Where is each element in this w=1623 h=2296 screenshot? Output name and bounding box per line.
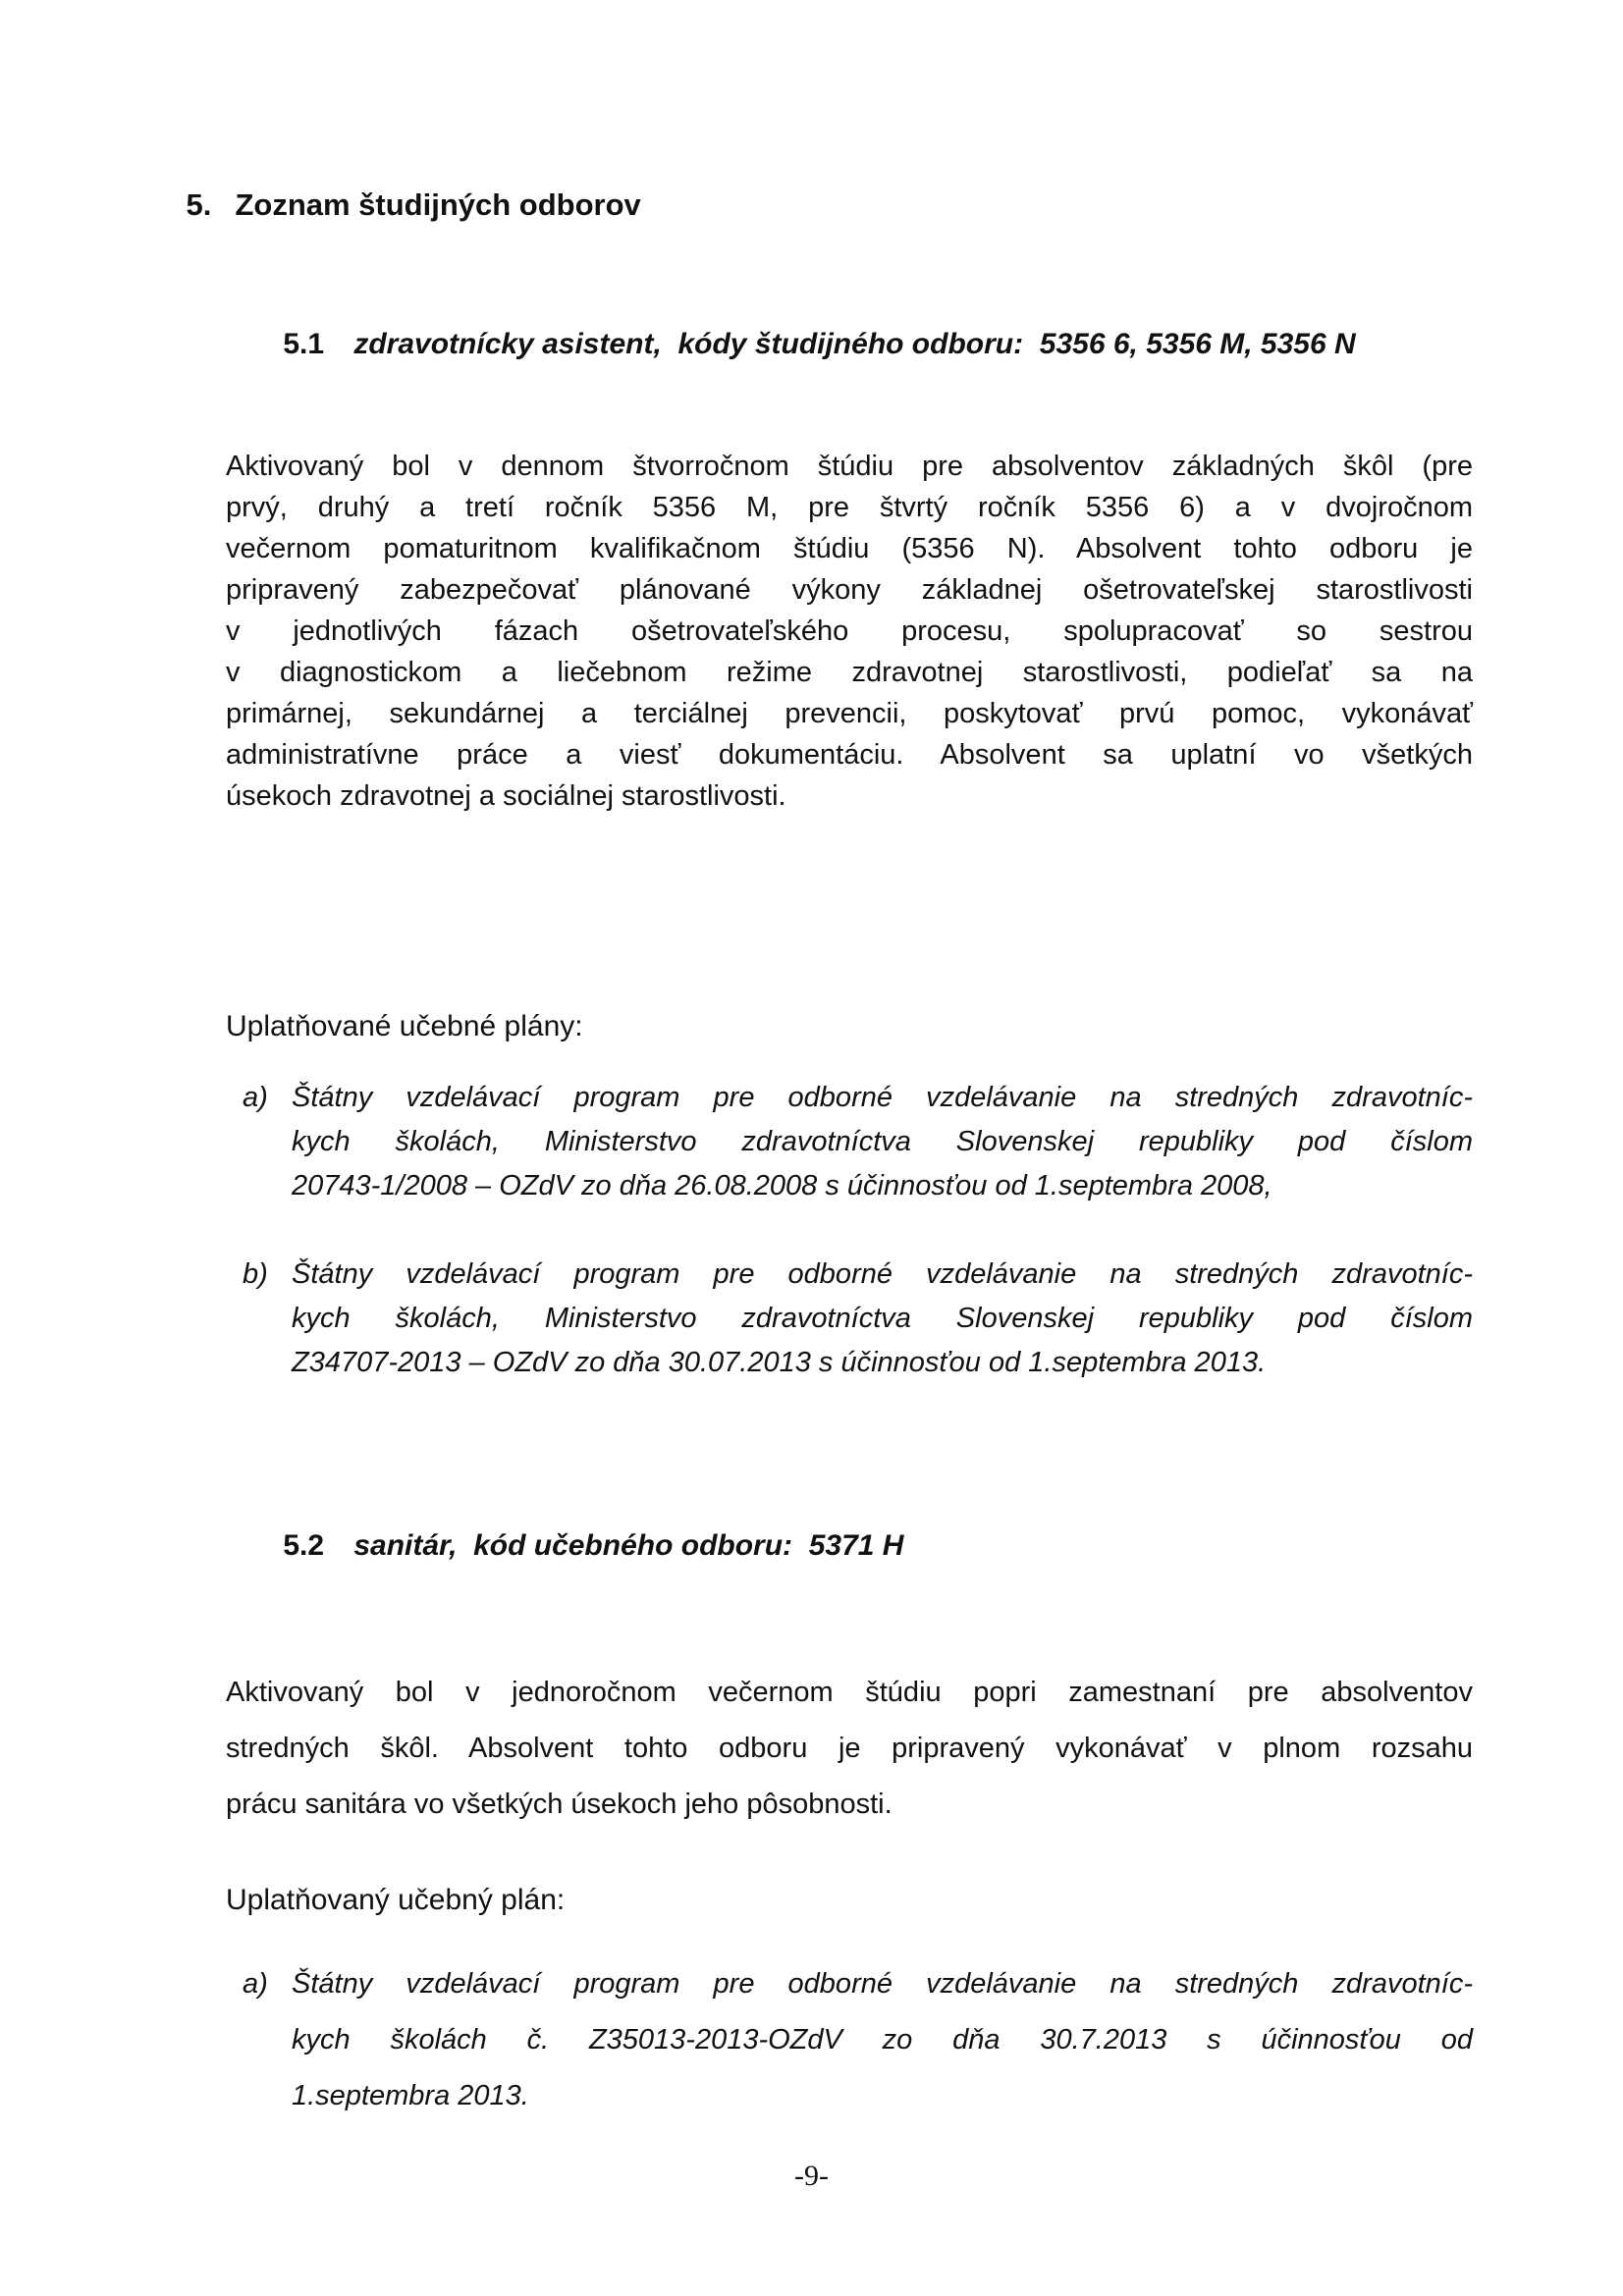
subsection-number: 5.2 [283,1529,325,1562]
text-line: v diagnostickom a liečebnom režime zdravotnej starostlivosti, podieľať sa na [226,657,1473,688]
subsection-number: 5.1 [283,328,325,360]
subsection-heading-5-2 [250,1496,1623,1596]
section-number: 5. [186,187,212,222]
plans-label-5-1: Uplatňované učebné plány: [226,1010,583,1042]
plan-item-lines [292,1076,1473,1208]
text-line: stredných škôl. Absolvent tohto odboru je pripravený vykonávať v plnom rozsahu [226,1733,1473,1764]
subsection-heading-5-1 [250,294,1623,395]
section-heading [152,155,1623,255]
text-line: primárnej, sekundárnej a terciálnej prevencii, poskytovať prvú pomoc, vykonávať [226,698,1473,729]
plan-item [226,1076,1473,1208]
text-line: Z34707-2013 – OZdV zo dňa 30.07.2013 s účinnosťou od 1.septembra 2013. [292,1347,1267,1378]
plan-item-lines [292,1956,1473,2124]
plan-item-lines [292,1253,1473,1385]
text-line: Štátny vzdelávací program pre odborné vzdelávanie na stredných zdravotníc- [292,1968,1473,2000]
text-line: prvý, druhý a tretí ročník 5356 M, pre štvrtý ročník 5356 6) a v dvojročnom [226,492,1473,523]
text-line: Štátny vzdelávací program pre odborné vzdelávanie na stredných zdravotníc- [292,1258,1473,1290]
text-line: 20743-1/2008 – OZdV zo dňa 26.08.2008 s účinnosťou od 1.septembra 2008, [292,1170,1272,1201]
text-line: kych školách č. Z35013-2013-OZdV zo dňa 30.7.2013 s účinnosťou od [292,2024,1473,2056]
page-number: -9- [794,2160,829,2192]
plan-item [226,1253,1473,1385]
subsection-title: sanitár, kód učebného odboru: 5371 H [353,1529,904,1562]
text-line: úsekoch zdravotnej a sociálnej starostlivosti. [226,780,786,812]
text-line: administratívne práce a viesť dokumentáciu. Absolvent sa uplatní vo všetkých [226,739,1473,771]
text-line: večernom pomaturitnom kvalifikačnom štúdiu (5356 N). Absolvent tohto odboru je [226,533,1473,564]
text-line: prácu sanitára vo všetkých úsekoch jeho pôsobnosti. [226,1789,893,1820]
text-line: kych školách, Ministerstvo zdravotníctva Slovenskej republiky pod číslom [292,1303,1473,1334]
text-line: v jednotlivých fázach ošetrovateľského procesu, spolupracovať so sestrou [226,615,1473,647]
section-title: Zoznam študijných odborov [235,187,641,222]
paragraph-5-2 [226,1665,1473,1833]
subsection-title: zdravotnícky asistent, kódy študijného odboru: 5356 6, 5356 M, 5356 N [353,328,1356,360]
text-line: pripravený zabezpečovať plánované výkony základnej ošetrovateľskej starostlivosti [226,574,1473,606]
plan-item-marker: a) [243,1082,268,1113]
text-line: Aktivovaný bol v jednoročnom večernom štúdiu popri zamestnaní pre absolventov [226,1677,1473,1708]
plan-item [226,1956,1473,2124]
plans-label-5-2: Uplatňovaný učebný plán: [226,1884,566,1916]
text-line: 1.septembra 2013. [292,2080,529,2111]
text-line: kych školách, Ministerstvo zdravotníctva Slovenskej republiky pod číslom [292,1126,1473,1157]
text-line: Štátny vzdelávací program pre odborné vzdelávanie na stredných zdravotníc- [292,1082,1473,1113]
plan-list-5-1 [226,1076,1473,1385]
plan-list-5-2 [226,1956,1473,2124]
plan-item-marker: a) [243,1968,268,2000]
text-line: Aktivovaný bol v dennom štvorročnom štúdiu pre absolventov základných škôl (pre [226,451,1473,482]
paragraph-5-1 [226,446,1473,817]
plan-item-marker: b) [243,1258,268,1290]
